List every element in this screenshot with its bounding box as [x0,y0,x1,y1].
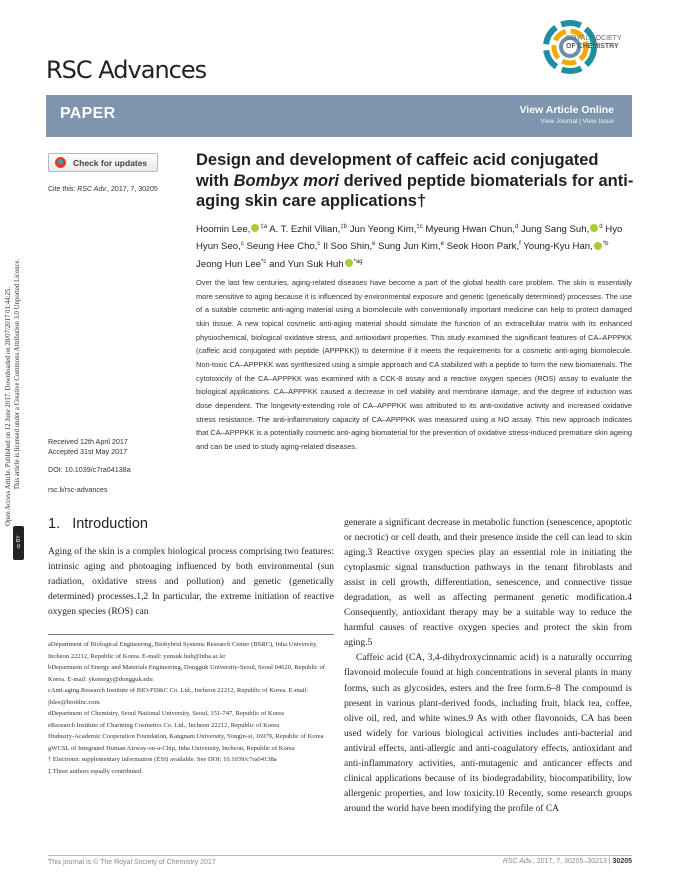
author: Jung Sang Suh, [518,224,590,236]
author: A. T. Ezhil Vilian, [267,224,341,236]
cite-volume: , 2017, 7, 30205 [107,186,158,193]
title-part-1: Design and development of caffeic acid conjugated with [196,151,599,190]
author-affiliation-marker: *b [602,241,609,248]
author-affiliation-marker: c [317,241,321,248]
licence-notice[interactable]: This article is licensed under a Creative Commons Attribution 3.0 Unported Licence. [14,258,21,490]
doi[interactable]: DOI: 10.1039/c7ra04138a [48,465,131,474]
author: Seok Hoon Park, [443,241,520,253]
section-number: 1. [48,516,61,532]
author: Hoomin Lee, [196,224,251,236]
footer-journal: RSC Adv. [502,858,533,865]
author-affiliation-marker: *c [261,258,267,265]
author-affiliation-marker: e [440,241,444,248]
footer-copyright: This journal is © The Royal Society of Chemistry 2017 [48,859,216,866]
crossmark-icon [55,157,66,168]
intro-paragraph-3: Caffeic acid (CA, 3,4-dihydroxycinnamic acid) is a naturally occurring flavonoid molecule found at high concentrations in several plants in many forms, such as glycosides, esters and the free form.6–8 The compound is present in various plant-derived foods, including fruit, black tea, coffee, olive oil, red, and white wines.9 As with other flavonoids, CA has been used widely for various biological activities includes anti-bacterial and antiviral effects, anti-allergic and anti-coagulatory effects, antioxidant and anti-inflammatory activities, anti-mutagenic and anticancer effects and clinical applications because of its biodegradability, biocompatibility, low allergenic properties, and low toxicity.10 Recently, some research groups around the world have been modifying the profile of CA [344,653,632,814]
section-title: Introduction [72,516,148,532]
accepted-date: Accepted 31st May 2017 [48,447,128,456]
footer-volume: , 2017, 7, 30205–30213 [532,858,607,865]
section-heading [48,516,148,532]
author-affiliation-marker: d [599,224,603,230]
cite-journal: RSC Adv. [77,186,108,193]
intro-column-2 [344,516,632,817]
orcid-icon[interactable] [594,242,602,250]
footnote: fIndustry-Academic Cooperation Foundation, Kangnam University, Yongin-si, 16979, Republic of Korea [48,733,324,740]
author-affiliation-marker: ‡a [260,224,268,230]
open-access-notice: Open Access Article. Published on 12 June 2017. Downloaded on 28/07/2017 01:44:25. [5,287,12,526]
footnote: eResearch Institute of Charming Cosmetics Co. Ltd., Incheon 22212, Republic of Korea [48,721,280,729]
rsc-logo-line-1: ROYAL SOCIETY [566,35,622,42]
intro-paragraph-1: Aging of the skin is a complex biological process comprising two features: intrinsic aging and photoaging influenced by both environmental (sun radiation, oxidative stress and pollution) and genetic (genetically determined) processes.1,2 In particular, the extreme initiation of reactive oxygen species (ROS) can [48,547,334,618]
check-for-updates-label: Check for updates [73,158,148,168]
orcid-icon[interactable] [345,259,353,267]
footnote: dDepartment of Chemistry, Seoul National University, Seoul, 151-747, Republic of Korea [48,710,284,717]
author-affiliation-marker: f [519,241,521,248]
title-part-2: derived peptide biomaterials for anti-aging skin care applications† [196,171,634,210]
author-affiliation-marker: e [372,241,376,248]
abstract: Over the last few centuries, aging-related diseases have become a part of the global health care problem. The skin is essentially more sensitive to aging because it is influenced by environmental exposure and genetic (genetically determined) processes. The use of a suitable cosmetic anti-aging material using a biomolecule with conventionally important medicine can help to protect damaged skin tissue. A new topical cosmetic anti-aging material should simulate the function of an extracellular matrix with its enhanced physiochemical, biological oxidative stress, and antioxidant properties. This study examined the significant features of CA–APPPKK (caffeic acid conjugated with peptide (APPPKK)) to determine if it meets the requirements for a cosmetic anti-aging biomolecule. Non-toxic CA–APPPKK was synthesized using a simple approach and CA stabilized with a peptide to form the new biomaterials. The cytotoxicity of the CA–APPPKK was examined with a CCK-8 assay and a reactive oxygen species (ROS) assay to evaluate the biological applications. CA–APPPKK caused a decrease in cell viability and membrane damage, and the degree of induction was dose dependent. The longevity-extending role of CA–APPPKK was attributed to its anti-oxidative activity and increased oxidative stress resistance. The anti-inflammatory capacity of CA–APPPKK was measured using a NO assay. This new approach indicates that CA–APPPKK is a potentially cosmetic anti-aging biomaterial for the prevention of oxidative stress-induced premature skin ageing and can be used to study aging-related diseases. [196,278,632,451]
title-species: Bombyx mori [233,171,340,190]
author: Hyo Hyun Seo, [196,224,623,253]
author-affiliation-marker: *ag [353,258,363,265]
view-article-online-link[interactable]: View Article Online [519,104,614,116]
author: and Yun Suk Huh [266,258,344,270]
footnote: aDepartment of Biological Engineering, Biohybrid Systems Research Center (BSRC), Inha University, Incheon 22212, Republic of Korea. E-mail: yunsuk.huh@inha.ac.kr [48,641,318,660]
view-journal-issue-links[interactable]: View Journal | View Issue [540,118,614,125]
author-affiliation-marker: ‡b [340,224,348,230]
footnote: ‡ Three authors equally contributed. [48,767,143,775]
intro-paragraph-2: generate a significant decrease in metabolic function (senescence, apoptotic or necrotic) or cell death, and their presence inside the cell can lead to skin aging.3 Reactive oxygen species play an essential role in initiating the cytoplasmic signal transduction pathways in the tenant fibroblasts and assist in cell growth, differentiation, senescence, and connective tissue degradation, as well as affecting permanent genetic modification.4 Consequently, antioxidant therapy may be a suitable way to reduce the harmful causes of reactive oxygen species and protect the skin from aging.5 [344,518,632,649]
author: Seung Hee Cho, [243,241,318,253]
author-affiliation-marker: ‡c [416,224,423,230]
author-affiliation-marker: c [240,241,244,248]
check-for-updates-button[interactable] [48,153,158,172]
footnote: bDepartment of Energy and Materials Engineering, Dongguk University-Seoul, Seoul 04620, Republic of Korea. E-mail: ykenergy@dongguk.edu [48,664,325,683]
orcid-icon[interactable] [251,224,259,232]
article-type: PAPER [60,105,116,122]
received-date: Received 12th April 2017 [48,437,128,446]
page-number: 30205 [612,858,632,865]
footnote-divider [48,634,334,635]
rsc-logo-text [566,35,630,51]
author-affiliation-marker: d [514,224,519,230]
author: Myeung Hwan Chun, [422,224,515,236]
received-dates [48,437,128,457]
citation [48,186,158,193]
author: Jun Yeong Kim, [347,224,417,236]
article-banner [46,95,632,137]
author: Il Soo Shin, [320,241,373,253]
article-title [196,150,636,212]
cc-by-badge-icon[interactable] [13,526,24,560]
cite-label: Cite this: [48,186,76,193]
footnotes [48,639,334,777]
footer-citation: RSC Adv., 2017, 7, 30205–30213 | 30205 [502,858,632,865]
footnote: † Electronic supplementary information (ESI) available. See DOI: 10.1039/c7ra04138a [48,756,277,763]
cc-badge-label: cc BY [16,535,22,549]
author-list [196,220,636,272]
rsc-logo-line-2: OF CHEMISTRY [566,43,619,50]
orcid-icon[interactable] [590,224,598,232]
author: Sung Jun Kim, [375,241,441,253]
footer-divider [48,855,632,856]
intro-column-1 [48,545,334,620]
journal-title: RSC Advances [46,56,207,84]
footnote: gWCSL of Integrated Human Airway-on-a-Chip, Inha University, Incheon, Republic of Korea [48,744,295,752]
footnote: cAnti-aging Research Institute of BIO-FD&C Co. Ltd., Incheon 22212, Republic of Korea. E-mail: jhlee@biofdnc.com [48,687,309,706]
author: Young-Kyu Han, [520,241,593,253]
journal-link[interactable]: rsc.li/rsc-advances [48,485,108,494]
author: Jeong Hun Lee [196,258,262,270]
